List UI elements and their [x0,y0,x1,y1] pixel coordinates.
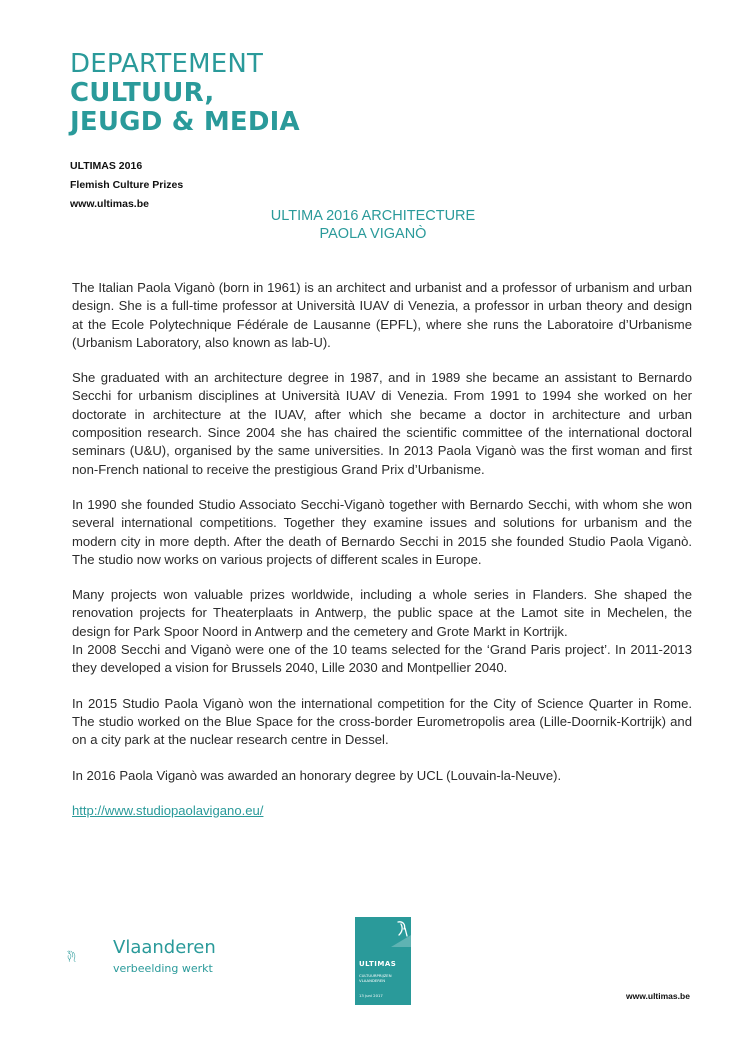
vlaanderen-tagline: verbeelding werkt [113,962,213,975]
badge-subtitle: CULTUURPRIJZEN VLAANDEREN [359,973,392,983]
flemish-lion-icon [66,932,110,980]
dept-line-3: JEUGD & MEDIA [70,107,300,137]
footer-url: www.ultimas.be [626,991,690,1001]
vlaanderen-wordmark: Vlaanderen [113,937,216,958]
document-title [0,207,746,243]
paragraph-4b: In 2008 Secchi and Viganò were one of the 10 teams selected for the ‘Grand Paris project’. In 2011-2013 they developed a vision for Brussels 2040, Lille 2030 and Montpellier 2040. [72,642,692,676]
badge-notch [355,917,411,947]
paragraph-5: In 2015 Studio Paola Viganò won the international competition for the City of Science Quarter in Rome. The studio worked on the Blue Space for the cross-border Eurometropolis area (Lille-Doornik-Kortrijk) and on a city park at the nuclear research centre in Dessel. [72,695,692,748]
title-line-1: ULTIMA 2016 ARCHITECTURE [270,208,476,224]
meta-block [70,157,183,214]
dept-line-2: CULTUUR, [70,78,215,108]
title-line-2: PAOLA VIGANÒ [319,226,427,242]
ultimas-badge [355,917,411,1005]
paragraph-3: In 1990 she founded Studio Associato Secchi-Viganò together with Bernardo Secchi, with whom she won several international competitions. Together they examine issues and solutions for urbanism and the modern city in more depth. After the death of Bernardo Secchi in 2015 she founded Studio Paola Viganò. The studio now works on various projects of different scales in Europe. [72,496,692,567]
badge-date: 13 juni 2017 [359,993,383,998]
dept-line-1: DEPARTEMENT [70,49,264,79]
paragraph-6: In 2016 Paola Viganò was awarded an honorary degree by UCL (Louvain-la-Neuve). [72,767,562,783]
paragraph-4a: Many projects won valuable prizes worldwide, including a whole series in Flanders. She shaped the renovation projects for Theaterplaats in Antwerp, the public space at the Lamot site in Mechelen, the design for Park Spoor Noord in Antwerp and the cemetery and Grote Markt in Kortrijk. [72,587,692,639]
paragraph-2: She graduated with an architecture degree in 1987, and in 1989 she became an assistant to Bernardo Secchi for urbanism disciplines at Università IUAV di Venezia. From 1991 to 1994 she worked on her doctorate in architecture at the IUAV, after which she became a doctor in architecture and urban composition research. Since 2004 she has chaired the scientific committee of the international doctoral seminars (U&U), organised by the same universities. In 2013 Paola Viganò was the first woman and first non-French national to receive the prestigious Grand Prix d’Urbanisme. [72,370,692,477]
body-text [72,279,692,837]
meta-line-2: Flemish Culture Prizes [70,179,184,191]
meta-line-1: ULTIMAS 2016 [70,160,143,172]
meta-line-3: www.ultimas.be [70,198,149,210]
studio-website-link[interactable]: http://www.studiopaolavigano.eu/ [72,802,264,818]
badge-name: ULTIMAS [359,960,397,968]
department-heading [70,50,300,137]
paragraph-1: The Italian Paola Viganò (born in 1961) is an architect and urbanist and a professor of urbanism and urban design. She is a full-time professor at Università IUAV di Venezia, a professor in urban theory and design at the Ecole Polytechnique Fédérale de Lausanne (EPFL), where she runs the Laboratoire d’Urbanisme (Urbanism Laboratory, also known as lab-U). [72,280,692,350]
